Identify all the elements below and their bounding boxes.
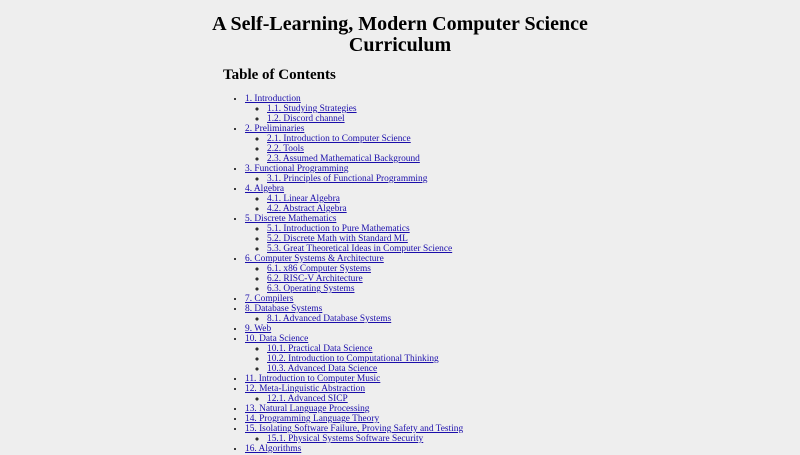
toc-link-16[interactable]: 16. Algorithms (245, 444, 302, 454)
toc-subitem (267, 144, 463, 154)
toc-subitem (267, 134, 463, 144)
toc-link-5-3[interactable]: 5.3. Great Theoretical Ideas in Computer Science (267, 244, 453, 254)
toc-link-14[interactable]: 14. Programming Language Theory (245, 414, 380, 424)
toc-link-4[interactable]: 4. Algebra (245, 184, 285, 194)
toc-item (245, 124, 463, 164)
toc-link-8[interactable]: 8. Database Systems (245, 304, 323, 314)
toc-item (245, 294, 463, 304)
toc-subitem (267, 394, 463, 404)
toc-item (245, 374, 463, 384)
toc-link-15-1[interactable]: 15.1. Physical Systems Software Security (267, 434, 424, 444)
toc-sublist (245, 434, 463, 444)
toc-item (245, 304, 463, 324)
toc-link-5-2[interactable]: 5.2. Discrete Math with Standard ML (267, 234, 408, 244)
toc-item (245, 404, 463, 414)
toc-subitem (267, 274, 463, 284)
toc-link-2[interactable]: 2. Preliminaries (245, 124, 305, 134)
toc-link-1-2[interactable]: 1.2. Discord channel (267, 114, 345, 124)
page-title-line-2: Curriculum (348, 34, 452, 56)
toc-subitem (267, 114, 463, 124)
table-of-contents (223, 94, 463, 454)
toc-link-12[interactable]: 12. Meta-Linguistic Abstraction (245, 384, 366, 394)
toc-link-5-1[interactable]: 5.1. Introduction to Pure Mathematics (267, 224, 410, 234)
toc-item (245, 334, 463, 374)
page-title (0, 14, 800, 56)
toc-subitem (267, 434, 463, 444)
page-title-line-1: A Self-Learning, Modern Computer Science (212, 13, 588, 35)
toc-link-13[interactable]: 13. Natural Language Processing (245, 404, 370, 414)
toc-link-10-3[interactable]: 10.3. Advanced Data Science (267, 364, 378, 374)
toc-subitem (267, 204, 463, 214)
toc-subitem (267, 104, 463, 114)
toc-subitem (267, 224, 463, 234)
toc-subitem (267, 344, 463, 354)
toc-link-3-1[interactable]: 3.1. Principles of Functional Programming (267, 174, 428, 184)
toc-sublist (245, 394, 463, 404)
toc-link-6-3[interactable]: 6.3. Operating Systems (267, 284, 355, 294)
toc-link-1[interactable]: 1. Introduction (245, 94, 301, 104)
toc-link-10[interactable]: 10. Data Science (245, 334, 309, 344)
toc-link-4-2[interactable]: 4.2. Abstract Algebra (267, 204, 347, 214)
toc-item (245, 424, 463, 444)
toc-link-6-1[interactable]: 6.1. x86 Computer Systems (267, 264, 371, 274)
toc-subitem (267, 154, 463, 164)
toc-link-12-1[interactable]: 12.1. Advanced SICP (267, 394, 348, 404)
toc-subitem (267, 284, 463, 294)
toc-link-2-1[interactable]: 2.1. Introduction to Computer Science (267, 134, 411, 144)
toc-item (245, 164, 463, 184)
toc-subitem (267, 354, 463, 364)
toc-sublist (245, 344, 463, 374)
toc-item (245, 94, 463, 124)
toc-item (245, 214, 463, 254)
toc-subitem (267, 314, 463, 324)
toc-link-8-1[interactable]: 8.1. Advanced Database Systems (267, 314, 392, 324)
toc-link-10-2[interactable]: 10.2. Introduction to Computational Thinking (267, 354, 439, 364)
toc-link-7[interactable]: 7. Compilers (245, 294, 294, 304)
toc-item (245, 414, 463, 424)
toc-link-6[interactable]: 6. Computer Systems & Architecture (245, 254, 384, 264)
toc-link-15[interactable]: 15. Isolating Software Failure, Proving Safety and Testing (245, 424, 464, 434)
toc-sublist (245, 314, 463, 324)
toc-sublist (245, 194, 463, 214)
toc-item (245, 444, 463, 454)
toc-subitem (267, 264, 463, 274)
toc-sublist (245, 264, 463, 294)
toc-link-3[interactable]: 3. Functional Programming (245, 164, 349, 174)
toc-subitem (267, 234, 463, 244)
toc-item (245, 324, 463, 334)
toc-sublist (245, 224, 463, 254)
toc-item (245, 184, 463, 214)
toc-subitem (267, 364, 463, 374)
toc-link-10-1[interactable]: 10.1. Practical Data Science (267, 344, 373, 354)
toc-heading: Table of Contents (223, 67, 336, 83)
toc-link-9[interactable]: 9. Web (245, 324, 272, 334)
toc-link-4-1[interactable]: 4.1. Linear Algebra (267, 194, 340, 204)
toc-link-2-3[interactable]: 2.3. Assumed Mathematical Background (267, 154, 420, 164)
toc-item (245, 254, 463, 294)
toc-link-5[interactable]: 5. Discrete Mathematics (245, 214, 337, 224)
toc-item (245, 384, 463, 404)
toc-link-6-2[interactable]: 6.2. RISC-V Architecture (267, 274, 363, 284)
toc-sublist (245, 134, 463, 164)
toc-sublist (245, 104, 463, 124)
toc-subitem (267, 174, 463, 184)
toc-link-2-2[interactable]: 2.2. Tools (267, 144, 304, 154)
toc-sublist (245, 174, 463, 184)
toc-link-1-1[interactable]: 1.1. Studying Strategies (267, 104, 357, 114)
toc-subitem (267, 244, 463, 254)
toc-link-11[interactable]: 11. Introduction to Computer Music (245, 374, 381, 384)
toc-subitem (267, 194, 463, 204)
